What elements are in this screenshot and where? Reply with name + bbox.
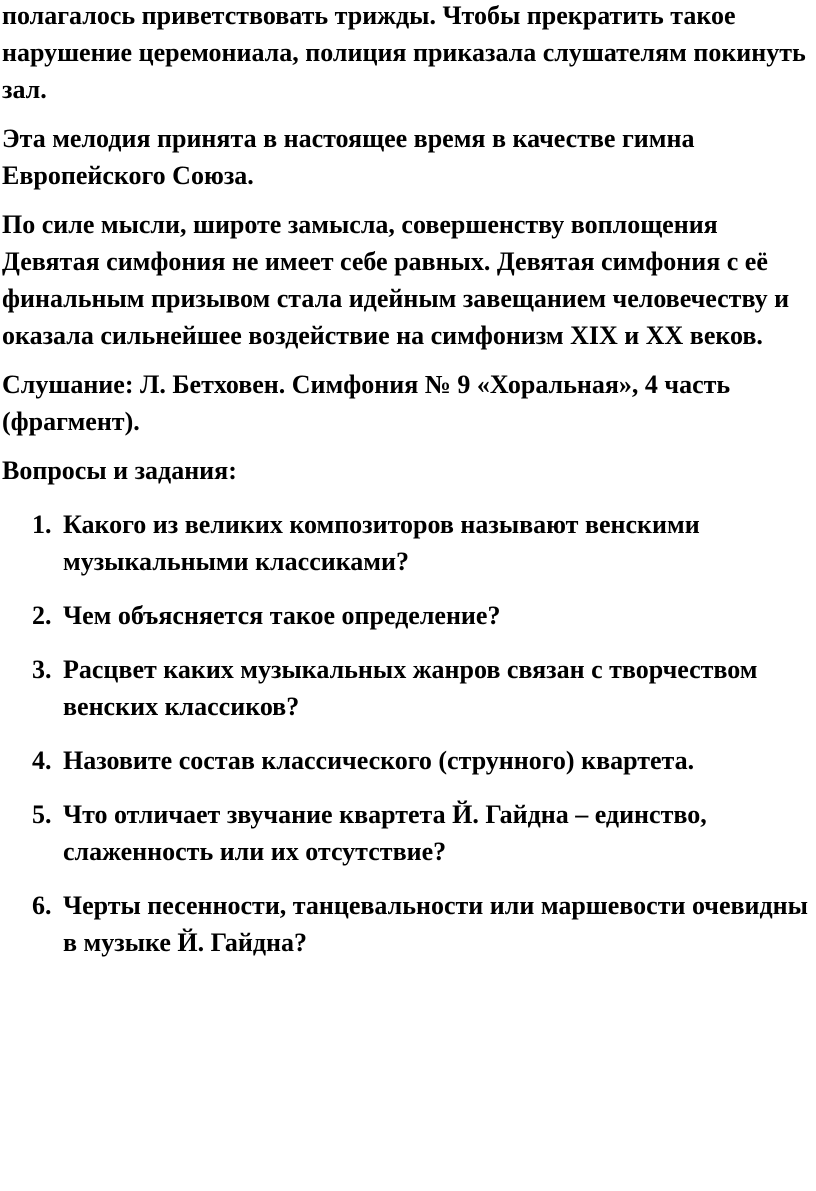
question-item: [2, 597, 816, 634]
question-number: 3.: [32, 655, 52, 684]
question-number: 4.: [32, 746, 52, 775]
question-item: [2, 742, 816, 779]
question-text: Расцвет каких музыкальных жанров связан с творчеством венских классиков?: [63, 655, 758, 721]
paragraph-anthem: Эта мелодия принята в настоящее время в качестве гимна Европейского Союза.: [2, 124, 695, 190]
question-text: Черты песенности, танцевальности или маршевости очевидны в музыке Й. Гайдна?: [63, 891, 808, 957]
question-number: 6.: [32, 891, 52, 920]
questions-list: [2, 506, 816, 961]
question-number: 2.: [32, 601, 52, 630]
questions-heading: Вопросы и задания:: [2, 456, 237, 485]
question-item: [2, 506, 816, 580]
question-item: [2, 796, 816, 870]
question-text: Чем объясняется такое определение?: [63, 601, 501, 630]
question-number: 1.: [32, 510, 52, 539]
question-item: [2, 651, 816, 725]
question-text: Какого из великих композиторов называют венскими музыкальными классиками?: [63, 510, 700, 576]
question-item: [2, 887, 816, 961]
question-text: Назовите состав классического (струнного) квартета.: [63, 746, 695, 775]
paragraph-intro-continuation: полагалось приветствовать трижды. Чтобы прекратить такое нарушение церемониала, полиция приказала слушателям покинуть зал.: [2, 1, 806, 104]
question-text: Что отличает звучание квартета Й. Гайдна – единство, слаженность или их отсутствие?: [63, 800, 707, 866]
paragraph-ninth-symphony: По силе мысли, широте замысла, совершенству воплощения Девятая симфония не имеет себе равных. Девятая симфония с её финальным призывом стала идейным завещанием человечеству и оказала сильнейшее воздействие на симфонизм XIX и XX веков.: [2, 210, 790, 350]
paragraph-listening: Слушание: Л. Бетховен. Симфония № 9 «Хоральная», 4 часть (фрагмент).: [2, 370, 731, 436]
question-number: 5.: [32, 800, 52, 829]
